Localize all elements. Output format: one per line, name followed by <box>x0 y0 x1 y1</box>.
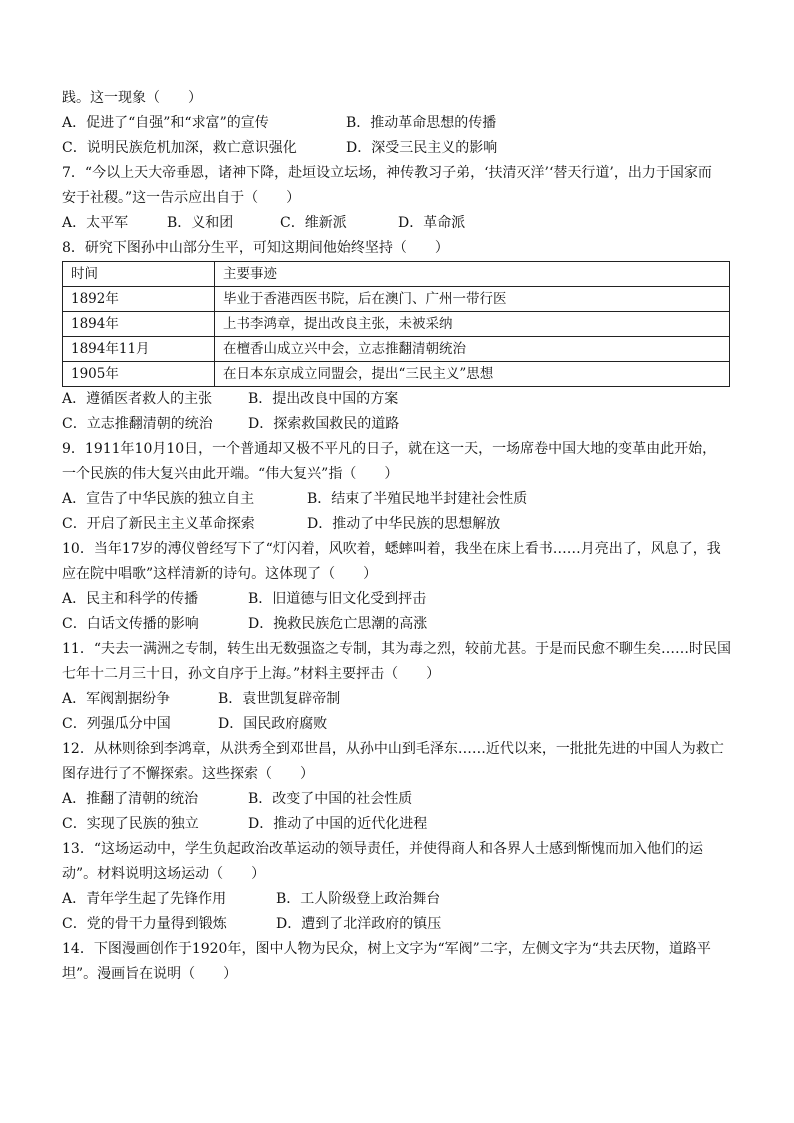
table-cell-time: 1905年 <box>63 362 215 387</box>
q9-option-c[interactable]: C．开启了新民主主义革命探索 <box>62 516 255 532</box>
q7-option-c[interactable]: C．维新派 <box>280 215 347 231</box>
q12-option-c[interactable]: C．实现了民族的独立 <box>62 816 199 832</box>
q10-options-row-1 <box>62 587 732 612</box>
q10-option-a[interactable]: A．民主和科学的传播 <box>62 591 199 607</box>
q12-option-b[interactable]: B．改变了中国的社会性质 <box>248 791 413 807</box>
table-header-time: 时间 <box>63 262 215 287</box>
table-header-events: 主要事迹 <box>215 262 730 287</box>
table-cell-time: 1894年11月 <box>63 337 215 362</box>
q7-options-row <box>62 211 732 236</box>
q9-option-d[interactable]: D．推动了中华民族的思想解放 <box>307 516 501 532</box>
table-cell-time: 1894年 <box>63 312 215 337</box>
q7-option-d[interactable]: D．革命派 <box>398 215 466 231</box>
q14-stem-line-1: 14．下图漫画创作于1920年，图中人物为民众，树上文字为“军阀”二字，左侧文字为“共去厌物，道路平 <box>62 941 711 957</box>
q6-options-row-1 <box>62 111 732 136</box>
table-cell-event: 在日本东京成立同盟会，提出“三民主义”思想 <box>215 362 730 387</box>
q11-option-b[interactable]: B．袁世凯复辟帝制 <box>218 691 341 707</box>
q9-stem-line-2: 一个民族的伟大复兴由此开端。“伟大复兴”指（ ） <box>62 466 399 482</box>
q12-stem-line-1: 12．从林则徐到李鸿章，从洪秀全到邓世昌，从孙中山到毛泽东……近代以来，一批批先进的中国人为救亡 <box>62 741 724 757</box>
table-row <box>63 362 730 387</box>
q6-option-d[interactable]: D．深受三民主义的影响 <box>346 140 498 156</box>
q6-option-a[interactable]: A．促进了“自强”和“求富”的宣传 <box>62 115 269 131</box>
q8-option-a[interactable]: A．遵循医者救人的主张 <box>62 391 213 407</box>
q11-option-c[interactable]: C．列强瓜分中国 <box>62 716 171 732</box>
q9-stem-line-1: 9．1911年10月10日，一个普通却又极不平凡的日子，就在这一天，一场席卷中国大地的变革由此开始， <box>62 441 717 457</box>
q6-option-c[interactable]: C．说明民族危机加深，救亡意识强化 <box>62 140 297 156</box>
table-cell-time: 1892年 <box>63 287 215 312</box>
table-cell-event: 上书李鸿章，提出改良主张，未被采纳 <box>215 312 730 337</box>
q6-options-row-2 <box>62 136 732 161</box>
q9-option-a[interactable]: A．宣告了中华民族的独立自主 <box>62 491 255 507</box>
q7-option-b[interactable]: B．义和团 <box>167 215 234 231</box>
q6-option-b[interactable]: B．推动革命思想的传播 <box>346 115 497 131</box>
q10-option-b[interactable]: B．旧道德与旧文化受到抨击 <box>248 591 427 607</box>
table-cell-event: 在檀香山成立兴中会，立志推翻清朝统治 <box>215 337 730 362</box>
q8-options-row-2 <box>62 412 732 437</box>
q12-options-row-1 <box>62 787 732 812</box>
q8-option-d[interactable]: D．探索救国救民的道路 <box>248 416 400 432</box>
table-row <box>63 337 730 362</box>
q12-stem-line-2: 图存进行了不懈探索。这些探索（ ） <box>62 766 314 782</box>
q13-options-row-2 <box>62 912 732 937</box>
q10-options-row-2 <box>62 612 732 637</box>
q10-stem-line-1: 10．当年17岁的溥仪曾经写下了“灯闪着，风吹着，蟋蟀叫着，我坐在床上看书……月亮出了，风息了，我 <box>62 541 721 557</box>
q10-option-d[interactable]: D．挽救民族危亡思潮的高涨 <box>248 616 428 632</box>
q12-option-d[interactable]: D．推动了中国的近代化进程 <box>248 816 428 832</box>
q13-option-a[interactable]: A．青年学生起了先锋作用 <box>62 891 227 907</box>
q12-option-a[interactable]: A．推翻了清朝的统治 <box>62 791 199 807</box>
q14-stem-line-2: 坦”。漫画旨在说明（ ） <box>62 966 238 982</box>
q11-options-row-1 <box>62 687 732 712</box>
q10-stem-line-2: 应在院中唱歌”这样清新的诗句。这体现了（ ） <box>62 566 378 582</box>
table-header-row <box>63 262 730 287</box>
q9-options-row-1 <box>62 487 732 512</box>
q6-stem-tail: 践。这一现象（ ） <box>62 90 202 106</box>
q13-stem-line-1: 13．“这场运动中，学生负起政治改革运动的领导责任，并使得商人和各界人士感到惭愧而加入他们的运 <box>62 841 703 857</box>
q13-option-d[interactable]: D．遭到了北洋政府的镇压 <box>276 916 442 932</box>
q7-stem-line-1: 7．“今以上天大帝垂恩，诸神下降，赴垣设立坛场，神传教习子弟，‘扶清灭洋’‘替天行道’，出力于国家而 <box>62 165 712 181</box>
q13-stem-line-2: 动”。材料说明这场运动（ ） <box>62 866 266 882</box>
q9-options-row-2 <box>62 512 732 537</box>
table-row <box>63 287 730 312</box>
q11-stem-line-1: 11．“夫去一满洲之专制，转生出无数强盗之专制，其为毒之烈，较前尤甚。于是而民愈不聊生矣……时民国 <box>62 641 731 657</box>
q7-option-a[interactable]: A．太平军 <box>62 215 129 231</box>
q8-options-row-1 <box>62 387 732 412</box>
sun-yatsen-timeline-table <box>62 261 730 387</box>
q11-stem-line-2: 七年十二月三十日，孙文自序于上海。”材料主要抨击（ ） <box>62 666 441 682</box>
q7-stem-line-2: 安于社稷。”这一告示应出自于（ ） <box>62 190 301 206</box>
q8-stem: 8．研究下图孙中山部分生平，可知这期间他始终坚持（ ） <box>62 240 449 256</box>
q8-option-b[interactable]: B．提出改良中国的方案 <box>248 391 399 407</box>
q12-options-row-2 <box>62 812 732 837</box>
exam-page <box>62 86 732 987</box>
q8-option-c[interactable]: C．立志推翻清朝的统治 <box>62 416 213 432</box>
q13-option-b[interactable]: B．工人阶级登上政治舞台 <box>276 891 441 907</box>
table-row <box>63 312 730 337</box>
q9-option-b[interactable]: B．结束了半殖民地半封建社会性质 <box>307 491 528 507</box>
q11-option-d[interactable]: D．国民政府腐败 <box>218 716 328 732</box>
q11-option-a[interactable]: A．军阀割据纷争 <box>62 691 171 707</box>
q13-option-c[interactable]: C．党的骨干力量得到锻炼 <box>62 916 227 932</box>
q10-option-c[interactable]: C．白话文传播的影响 <box>62 616 199 632</box>
q11-options-row-2 <box>62 712 732 737</box>
q13-options-row-1 <box>62 887 732 912</box>
table-cell-event: 毕业于香港西医书院，后在澳门、广州一带行医 <box>215 287 730 312</box>
